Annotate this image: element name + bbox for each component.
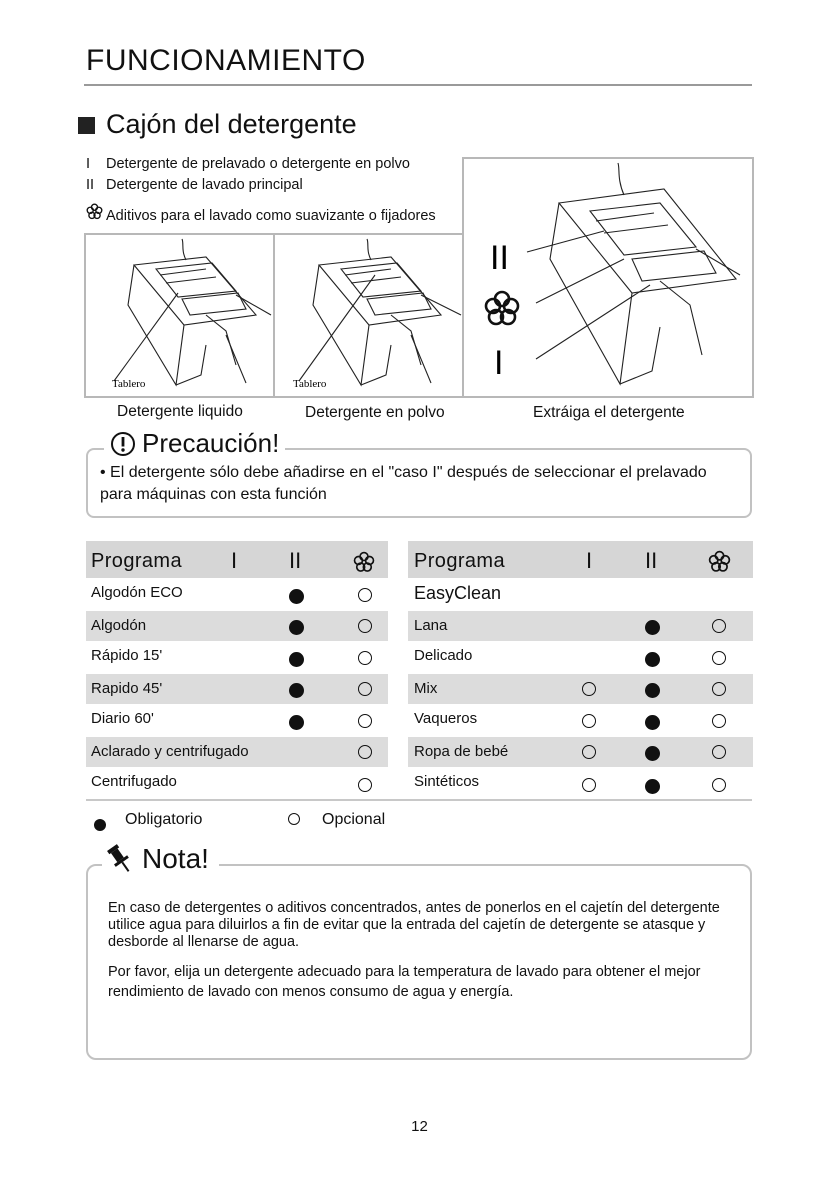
program-name: Rápido 15' [91, 647, 163, 664]
flower-icon [86, 203, 106, 224]
drawer-illustration [275, 235, 463, 396]
optional-ring-icon [712, 778, 726, 792]
figure-caption: Detergente liquido [117, 403, 243, 420]
header-program: Programa [91, 550, 183, 572]
caution-heading [104, 428, 285, 459]
optional-ring-icon [712, 651, 726, 665]
optional-ring-icon [358, 682, 372, 696]
header-ii: II [645, 548, 658, 573]
legend-text: Detergente de prelavado o detergente en polvo [106, 156, 410, 172]
mandatory-dot-icon [289, 683, 304, 698]
mandatory-dot-icon [645, 715, 660, 730]
program-name: Sintéticos [414, 773, 480, 790]
figure-powder-detergent [273, 233, 465, 398]
caution-text: • El detergente sólo debe añadirse en el "caso I" después de seleccionar el prelavado para máquinas con esta función [100, 464, 707, 503]
program-table-left [86, 541, 388, 802]
table-row [408, 704, 753, 737]
flower-icon [708, 550, 731, 578]
key-mandatory: Obligatorio [125, 811, 203, 828]
optional-ring-icon [712, 619, 726, 633]
header-i: I [231, 548, 238, 573]
key-optional: Opcional [322, 811, 386, 828]
mandatory-dot-icon [289, 620, 304, 635]
program-name: Mix [414, 680, 438, 697]
program-name: Ropa de bebé [414, 743, 509, 760]
legend-symbol: II [86, 177, 95, 193]
table-row [408, 674, 753, 704]
table-header [408, 541, 753, 578]
table-row [86, 704, 388, 737]
table-row [86, 767, 388, 802]
optional-ring-icon [712, 714, 726, 728]
flower-icon [353, 551, 375, 578]
note-paragraph: En caso de detergentes o aditivos concentrados, antes de ponerlos en el cajetín del detergente utilice agua para diluirlos a fin de evitar que la entrada del cajetín de detergente se atasque y desborde al llenarse de agua. [108, 900, 720, 950]
program-name: Delicado [414, 647, 473, 664]
header-ii: II [289, 548, 302, 573]
table-row [86, 674, 388, 704]
header-program: Programa [414, 550, 506, 572]
program-name: Diario 60' [91, 710, 154, 727]
optional-ring-icon [358, 745, 372, 759]
table-row [86, 611, 388, 641]
table-row [86, 737, 388, 767]
tablero-label: Tablero [112, 378, 146, 390]
drawer-illustration [86, 235, 273, 396]
note-title: Nota! [142, 843, 209, 874]
table-row [408, 737, 753, 767]
flower-icon [486, 292, 518, 324]
optional-ring-icon [288, 813, 300, 825]
table-row [408, 611, 753, 641]
svg-text:I: I [494, 344, 504, 382]
mandatory-dot-icon [645, 683, 660, 698]
mandatory-dot-icon [94, 819, 106, 831]
legend-symbol: I [86, 156, 91, 172]
table-row [86, 641, 388, 674]
mandatory-dot-icon [645, 620, 660, 635]
optional-ring-icon [358, 588, 372, 602]
figure-liquid-detergent [84, 233, 275, 398]
caution-title: Precaución! [142, 428, 280, 458]
mandatory-dot-icon [289, 715, 304, 730]
warning-icon [110, 431, 136, 457]
title-divider [84, 84, 752, 86]
page-number: 12 [411, 1118, 428, 1135]
figure-caption: Detergente en polvo [305, 404, 445, 421]
table-header [86, 541, 388, 578]
optional-ring-icon [358, 651, 372, 665]
legend-item [86, 177, 303, 193]
tablero-label: Tablero [293, 378, 327, 390]
mandatory-dot-icon [645, 746, 660, 761]
section-bullet-icon [78, 117, 95, 134]
mandatory-dot-icon [289, 652, 304, 667]
table-row [408, 578, 753, 611]
optional-ring-icon [358, 778, 372, 792]
program-name: Centrifugado [91, 773, 177, 790]
drawer-illustration [464, 159, 752, 396]
note-paragraph: Por favor, elija un detergente adecuado para la temperatura de lavado para obtener el mejor rendimiento de lavado con menos consumo de agua y energía. [108, 964, 701, 1000]
table-row [86, 578, 388, 611]
figure-caption: Extráiga el detergente [533, 404, 685, 421]
table-row [408, 767, 753, 802]
program-name: Algodón [91, 617, 147, 634]
header-i: I [586, 548, 593, 573]
mandatory-dot-icon [289, 589, 304, 604]
optional-ring-icon [582, 682, 596, 696]
legend-text: Detergente de lavado principal [106, 177, 303, 193]
figure-remove-detergent [462, 157, 754, 398]
pushpin-icon [106, 842, 134, 876]
program-table-right [408, 541, 753, 802]
page-title: FUNCIONAMIENTO [86, 44, 366, 77]
legend-item [86, 203, 436, 224]
program-name: Algodón ECO [91, 584, 183, 601]
mandatory-dot-icon [645, 779, 660, 794]
program-name: Lana [414, 617, 448, 634]
legend-text: Aditivos para el lavado como suavizante o fijadores [106, 208, 436, 224]
optional-ring-icon [582, 714, 596, 728]
program-name: Vaqueros [414, 710, 478, 727]
optional-ring-icon [712, 745, 726, 759]
table-bottom-rule [86, 799, 752, 801]
optional-ring-icon [582, 745, 596, 759]
program-name: Rapido 45' [91, 680, 163, 697]
program-name: Aclarado y centrifugado [91, 743, 249, 760]
table-row [408, 641, 753, 674]
program-name: EasyClean [414, 583, 502, 603]
note-heading [102, 842, 219, 876]
optional-ring-icon [358, 619, 372, 633]
section-title: Cajón del detergente [106, 109, 357, 139]
legend-item [86, 156, 410, 172]
marker-ii [490, 239, 509, 277]
marker-i [494, 344, 503, 382]
svg-text:II: II [490, 239, 509, 277]
optional-ring-icon [712, 682, 726, 696]
mandatory-dot-icon [645, 652, 660, 667]
optional-ring-icon [358, 714, 372, 728]
optional-ring-icon [582, 778, 596, 792]
